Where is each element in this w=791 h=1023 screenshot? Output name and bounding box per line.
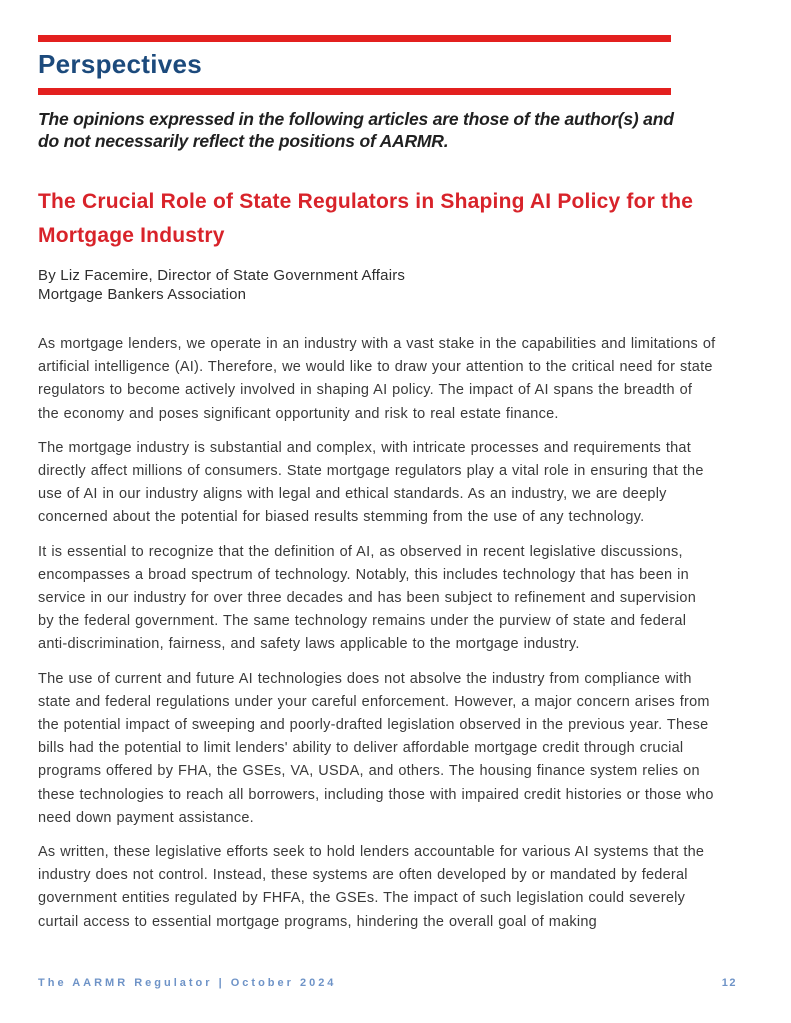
section-heading: Perspectives xyxy=(38,49,203,79)
footer-publication-title: The AARMR Regulator | October 2024 xyxy=(38,977,337,989)
article-paragraph: As mortgage lenders, we operate in an industry with a vast stake in the capabilities and limitations of artificial intelligence (AI). Therefore, we would like to draw your attention to the critical need for state regulators to become actively involved in shaping AI policy. The impact of AI spans the breadth of the economy and poses significant opportunity and risk to real estate finance. xyxy=(38,336,716,422)
footer-page-number: 12 xyxy=(721,977,737,989)
byline-author: By Liz Facemire, Director of State Government Affairs xyxy=(38,267,406,284)
article-paragraph: It is essential to recognize that the definition of AI, as observed in recent legislative discussions, encompasses a broad spectrum of technology. Notably, this includes technology that has been in service in our industry for over three decades and has been subject to refinement and supervision by the federal government. The same technology remains under the purview of state and federal anti-discrimination, fairness, and safety laws applicable to the mortgage industry. xyxy=(38,543,697,653)
article-title: The Crucial Role of State Regulators in Shaping AI Policy for the Mortgage Industry xyxy=(38,190,694,247)
red-rule-top xyxy=(38,35,671,42)
red-rule-bottom xyxy=(38,88,671,95)
byline-organization: Mortgage Bankers Association xyxy=(38,286,247,303)
article-paragraph: The use of current and future AI technologies does not absolve the industry from compliance with state and federal regulations under your careful enforcement. However, a major concern arises from the potential impact of sweeping and poorly-drafted legislation observed in the previous year. These bills had the potential to limit lenders' ability to deliver affordable mortgage credit through crucial programs offered by FHA, the GSEs, VA, USDA, and others. The housing finance system relies on these technologies to reach all borrowers, including those with impaired credit histories or those who need down payment assistance. xyxy=(38,670,714,826)
article-body xyxy=(38,333,716,934)
article-paragraph: The mortgage industry is substantial and complex, with intricate processes and requirements that directly affect millions of consumers. State mortgage regulators play a vital role in ensuring that the use of AI in our industry aligns with legal and ethical standards. As an industry, we are deeply concerned about the potential for biased results stemming from the use of any technology. xyxy=(38,439,704,526)
section-header xyxy=(38,35,751,95)
disclaimer-text: The opinions expressed in the following articles are those of the author(s) and do not necessarily reflect the positions of AARMR. xyxy=(38,109,674,151)
byline xyxy=(38,266,751,304)
page-footer xyxy=(38,977,751,989)
article-paragraph: As written, these legislative efforts seek to hold lenders accountable for various AI systems that the industry does not control. Instead, these systems are often developed by or mandated by federal government entities regulated by FHFA, the GSEs. The impact of such legislation could severely curtail access to essential mortgage programs, hindering the overall goal of making xyxy=(38,844,705,930)
